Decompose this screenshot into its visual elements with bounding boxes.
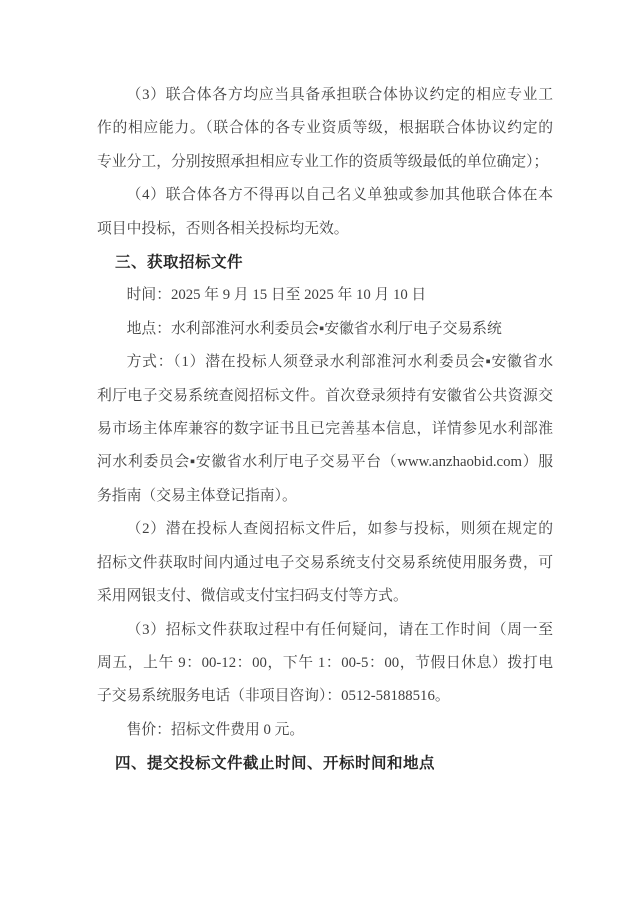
text-line: 采用网银支付、微信或支付宝扫码支付等方式。	[97, 588, 408, 605]
document-body	[97, 79, 553, 781]
paragraph	[97, 179, 553, 246]
text-line: 三、获取招标文件	[115, 254, 244, 272]
section-heading	[97, 246, 553, 279]
paragraph	[97, 513, 553, 613]
text-line: 项目中投标，否则各相关投标均无效。	[97, 220, 349, 237]
paragraph	[97, 714, 553, 747]
text-line: 专业分工，分别按照承担相应专业工作的资质等级最低的单位确定）；	[97, 153, 549, 170]
paragraph	[97, 279, 553, 312]
text-line: 方式：（1）潜在投标人须登录水利部淮河水利委员会▪安徽省水	[126, 354, 553, 371]
text-line: （3）联合体各方均应当具备承担联合体协议约定的相应专业工	[126, 87, 553, 103]
text-line: 子交易系统服务电话（非项目咨询）：0512-58188516。	[97, 688, 450, 705]
text-line: 时间：2025 年 9 月 15 日至 2025 年 10 月 10 日	[126, 287, 427, 304]
text-line: 周五，上午 9：00-12：00，下午 1：00-5：00，节假日休息）拨打电	[97, 654, 553, 671]
section-heading	[97, 747, 553, 780]
text-line: （2）潜在投标人查阅招标文件后，如参与投标，则须在规定的	[126, 521, 553, 538]
text-line: 河水利委员会▪安徽省水利厅电子交易平台（www.anzhaobid.com）服	[97, 454, 553, 471]
text-line: 售价：招标文件费用 0 元。	[126, 721, 305, 738]
paragraph	[97, 614, 553, 714]
text-line: 作的相应能力。（联合体的各专业资质等级，根据联合体协议约定的	[97, 120, 553, 137]
text-line: （3）招标文件获取过程中有任何疑问，请在工作时间（周一至	[126, 621, 553, 638]
text-line: 招标文件获取时间内通过电子交易系统支付交易系统使用服务费，可	[97, 554, 553, 571]
text-line: （4）联合体各方不得再以自己名义单独或参加其他联合体在本	[126, 187, 553, 204]
text-line: 务指南（交易主体登记指南）。	[97, 487, 297, 504]
text-line: 四、提交投标文件截止时间、开标时间和地点	[115, 755, 436, 773]
paragraph	[97, 79, 553, 179]
paragraph	[97, 346, 553, 513]
text-line: 易市场主体库兼容的数字证书且已完善基本信息，详情参见水利部淮	[97, 421, 553, 438]
text-line: 利厅电子交易系统查阅招标文件。首次登录须持有安徽省公共资源交	[97, 387, 553, 404]
text-line: 地点：水利部淮河水利委员会▪安徽省水利厅电子交易系统	[126, 320, 502, 337]
paragraph	[97, 313, 553, 346]
